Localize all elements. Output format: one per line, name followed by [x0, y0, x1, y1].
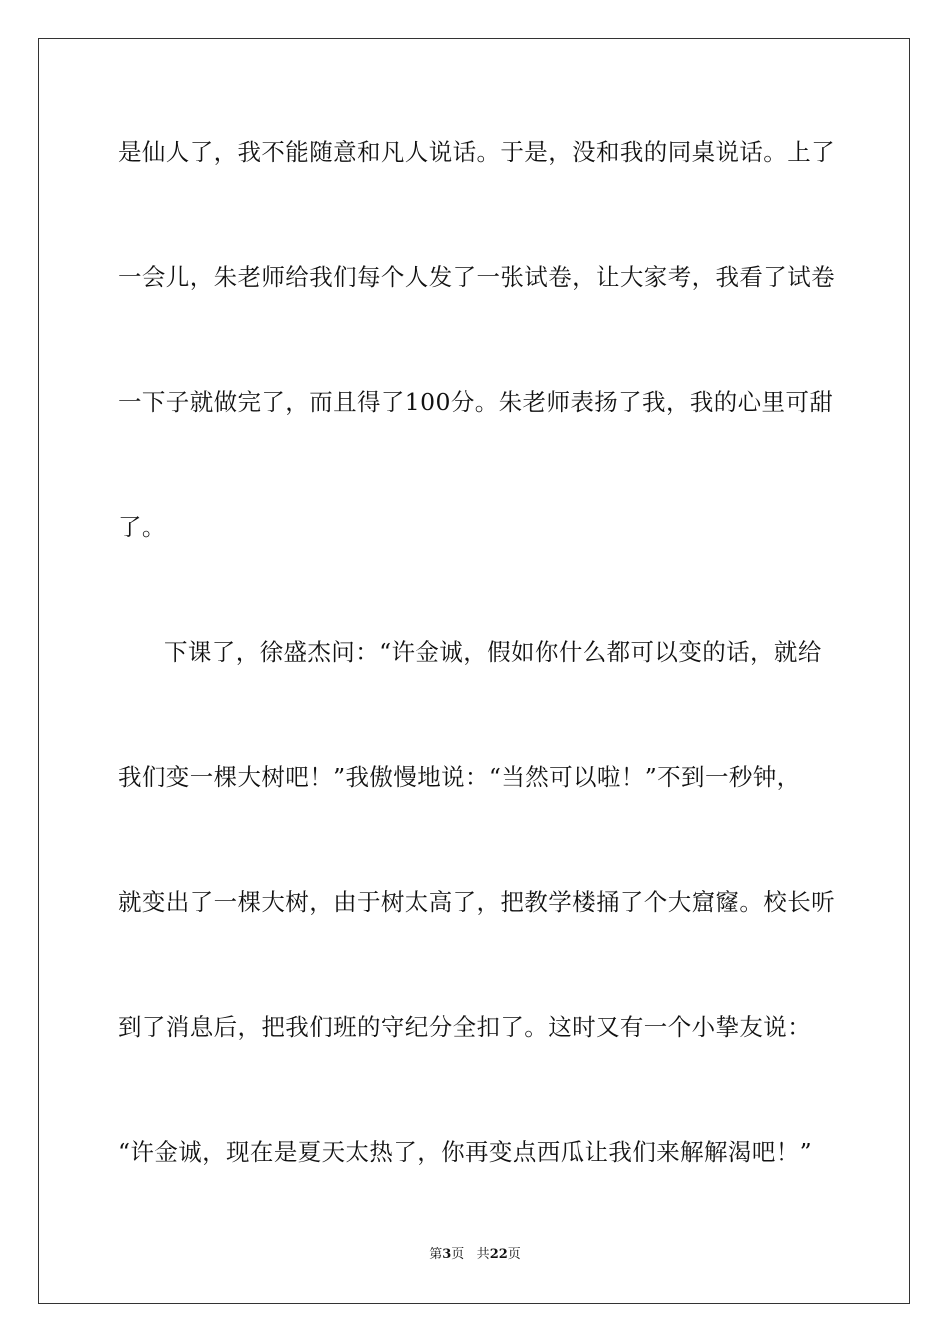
page-border [38, 38, 910, 1304]
total-suffix: 页 [507, 1247, 521, 1262]
text-line: 到了消息后，把我们班的守纪分全扣了。这时又有一个小挚友说： [118, 1013, 812, 1041]
text-line: 一下子就做完了，而且得了100分。朱老师表扬了我，我的心里可甜 [118, 388, 834, 416]
page-footer [0, 1246, 950, 1264]
text-line: 一会儿，朱老师给我们每个人发了一张试卷，让大家考，我看了试卷 [118, 263, 835, 291]
text-line: 就变出了一棵大树，由于树太高了，把教学楼捅了个大窟窿。校长听 [118, 888, 835, 916]
page-number [429, 1246, 464, 1264]
total-pages: 22 [489, 1247, 508, 1262]
total-prefix: 共 [476, 1247, 490, 1262]
text-line: 我们变一棵大树吧！”我傲慢地说：“当然可以啦！”不到一秒钟， [118, 763, 801, 791]
current-page: 3 [442, 1247, 452, 1262]
page-suffix: 页 [451, 1247, 465, 1262]
text-line: 了。 [118, 513, 166, 541]
text-line: “许金诚，现在是夏天太热了，你再变点西瓜让我们来解解渴吧！” [118, 1138, 813, 1166]
text-line: 下课了，徐盛杰问：“许金诚，假如你什么都可以变的话，就给 [164, 638, 822, 666]
page-prefix: 第 [429, 1247, 443, 1262]
text-line: 是仙人了，我不能随意和凡人说话。于是，没和我的同桌说话。上了 [118, 138, 835, 166]
page-total [477, 1246, 521, 1264]
